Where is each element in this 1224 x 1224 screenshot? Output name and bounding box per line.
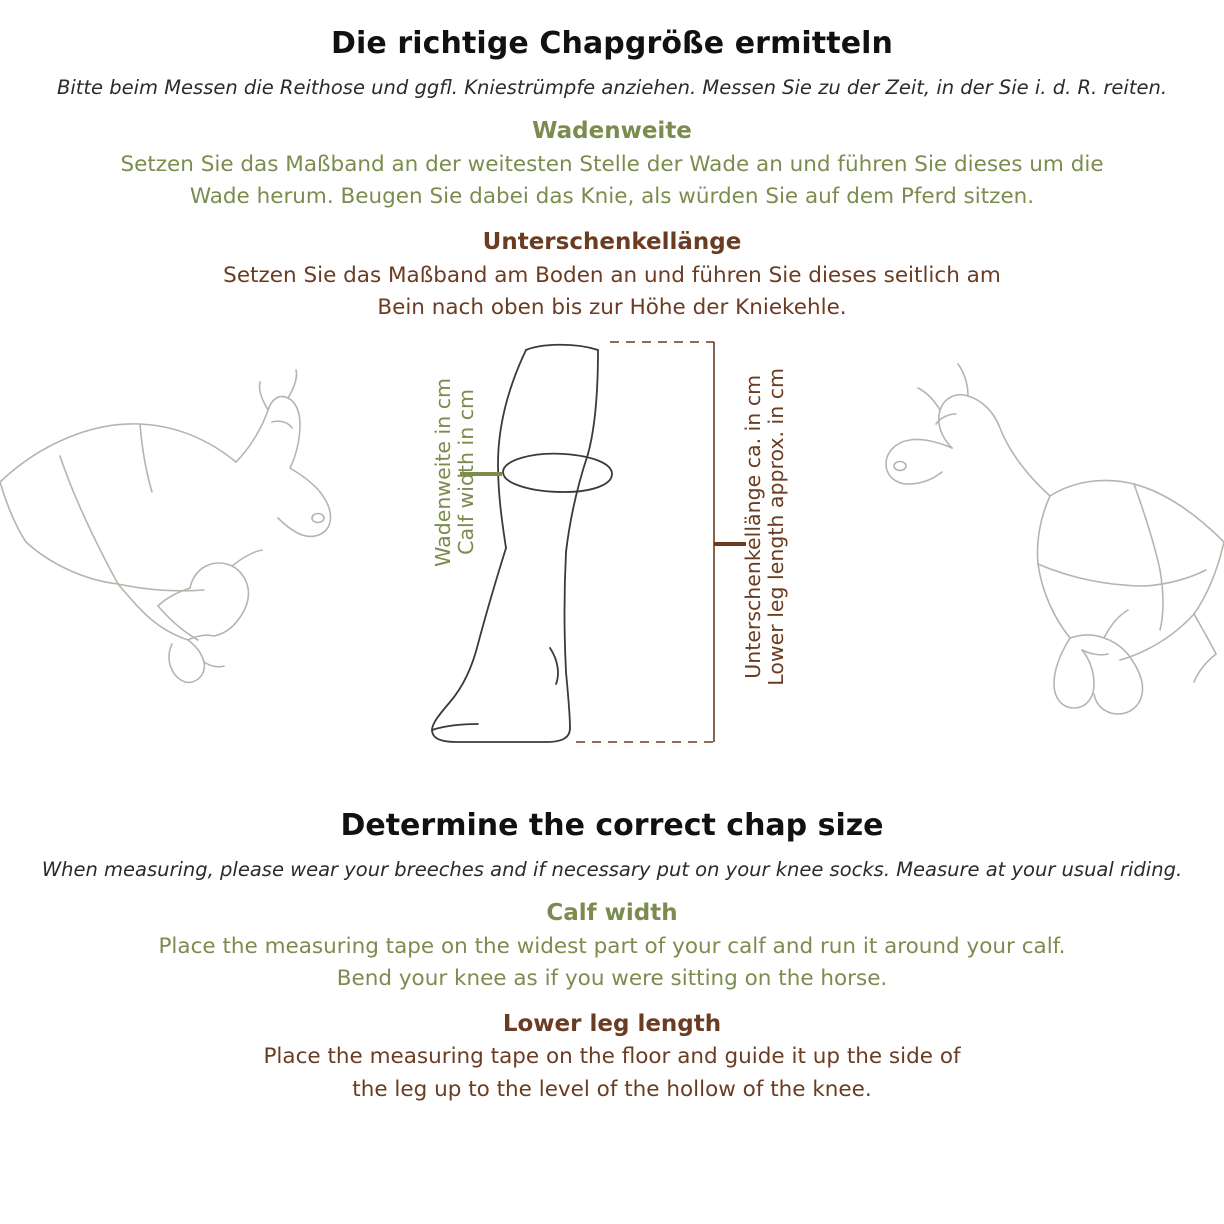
calf-width-axis-label [432,378,478,567]
subtitle-en: When measuring, please wear your breeches and if necessary put on your knee socks. Measure at your usual riding. [41,857,1183,881]
german-text-block [0,0,1224,322]
section-line2-calf-de: Wade herum. Beugen Sie dabei das Knie, als würden Sie auf dem Pferd sitzen. [189,184,1035,210]
horse-sketch-left-icon [0,352,360,722]
section-line1-lower-en: Place the measuring tape on the floor and guide it up the side of [263,1044,961,1070]
section-line2-calf-en: Bend your knee as if you were sitting on the horse. [336,966,888,992]
section-lower-en [28,1011,1196,1104]
calf-width-label-de: Wadenweite in cm [431,377,455,567]
page-title-de: Die richtige Chapgröße ermitteln [331,26,893,61]
section-line1-calf-en: Place the measuring tape on the widest part of your calf and run it around your calf. [158,933,1066,959]
section-heading-lower-en: Lower leg length [502,1010,722,1037]
measurement-illustration [0,322,1224,802]
lower-leg-axis-label [742,368,788,686]
page-title-en: Determine the correct chap size [340,807,884,843]
section-heading-calf-en: Calf width [546,900,678,926]
section-calf-de [28,118,1196,211]
section-line2-lower-de: Bein nach oben bis zur Höhe der Kniekehle. [377,295,847,321]
section-line1-lower-de: Setzen Sie das Maßband am Boden an und führen Sie dieses seitlich am [223,262,1001,288]
subtitle-de: Bitte beim Messen die Reithose und ggfl. Kniestrümpfe anziehen. Messen Sie zu der Zeit, in der Sie i. d. R. reiten. [56,76,1168,99]
section-lower-de [28,229,1196,322]
calf-width-label-en: Calf width in cm [453,389,478,555]
section-line2-lower-en: the leg up to the level of the hollow of the knee. [352,1076,872,1102]
section-calf-en [28,900,1196,993]
section-heading-calf-de: Wadenweite [532,118,692,145]
lower-leg-label-de: Unterschenkellänge ca. in cm [741,374,765,679]
section-line1-calf-de: Setzen Sie das Maßband an der weitesten Stelle der Wade an und führen Sie dieses um die [120,151,1104,177]
horse-sketch-right-icon [864,342,1224,742]
section-heading-lower-de: Unterschenkellänge [482,229,742,255]
lower-leg-label-en: Lower leg length approx. in cm [763,367,788,686]
english-text-block [0,808,1224,1104]
